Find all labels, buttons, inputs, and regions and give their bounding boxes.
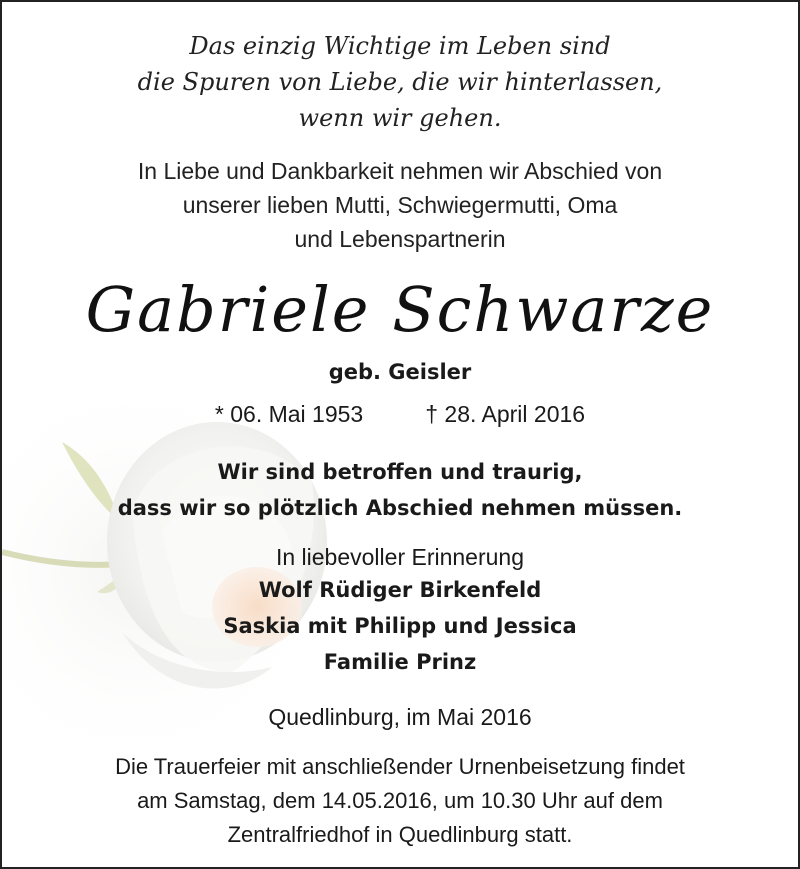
mourners-heading: In liebevoller Erinnerung: [275, 544, 525, 570]
intro-line: und Lebenspartnerin: [294, 226, 506, 252]
quote-line: wenn wir gehen.: [298, 104, 502, 132]
intro-line: In Liebe und Dankbarkeit nehmen wir Abschied von: [137, 158, 663, 184]
grief-statement: [2, 454, 798, 526]
birth-date: * 06. Mai 1953: [214, 401, 364, 427]
mourners-list: [2, 572, 798, 680]
death-date: † 28. April 2016: [425, 401, 586, 427]
mourner-name: Familie Prinz: [323, 650, 477, 674]
funeral-details: [2, 750, 798, 852]
opening-quote: [2, 28, 798, 136]
quote-line: Das einzig Wichtige im Leben sind: [189, 32, 611, 60]
place-and-date: Quedlinburg, im Mai 2016: [268, 704, 532, 730]
farewell-intro: [2, 154, 798, 256]
deceased-name: Gabriele Schwarze: [85, 273, 715, 346]
life-dates: [2, 398, 798, 430]
ceremony-line: Die Trauerfeier mit anschließender Urnenbeisetzung findet: [115, 754, 685, 779]
ceremony-line: Zentralfriedhof in Quedlinburg statt.: [227, 822, 573, 847]
grief-line: Wir sind betroffen und traurig,: [217, 460, 583, 484]
mourner-name: Saskia mit Philipp und Jessica: [223, 614, 577, 638]
grief-line: dass wir so plötzlich Abschied nehmen müssen.: [117, 496, 683, 520]
ceremony-line: am Samstag, dem 14.05.2016, um 10.30 Uhr auf dem: [137, 788, 663, 813]
intro-line: unserer lieben Mutti, Schwiegermutti, Oma: [182, 192, 618, 218]
mourner-name: Wolf Rüdiger Birkenfeld: [258, 578, 542, 602]
quote-line: die Spuren von Liebe, die wir hinterlassen,: [137, 68, 663, 96]
maiden-name: geb. Geisler: [328, 360, 472, 384]
